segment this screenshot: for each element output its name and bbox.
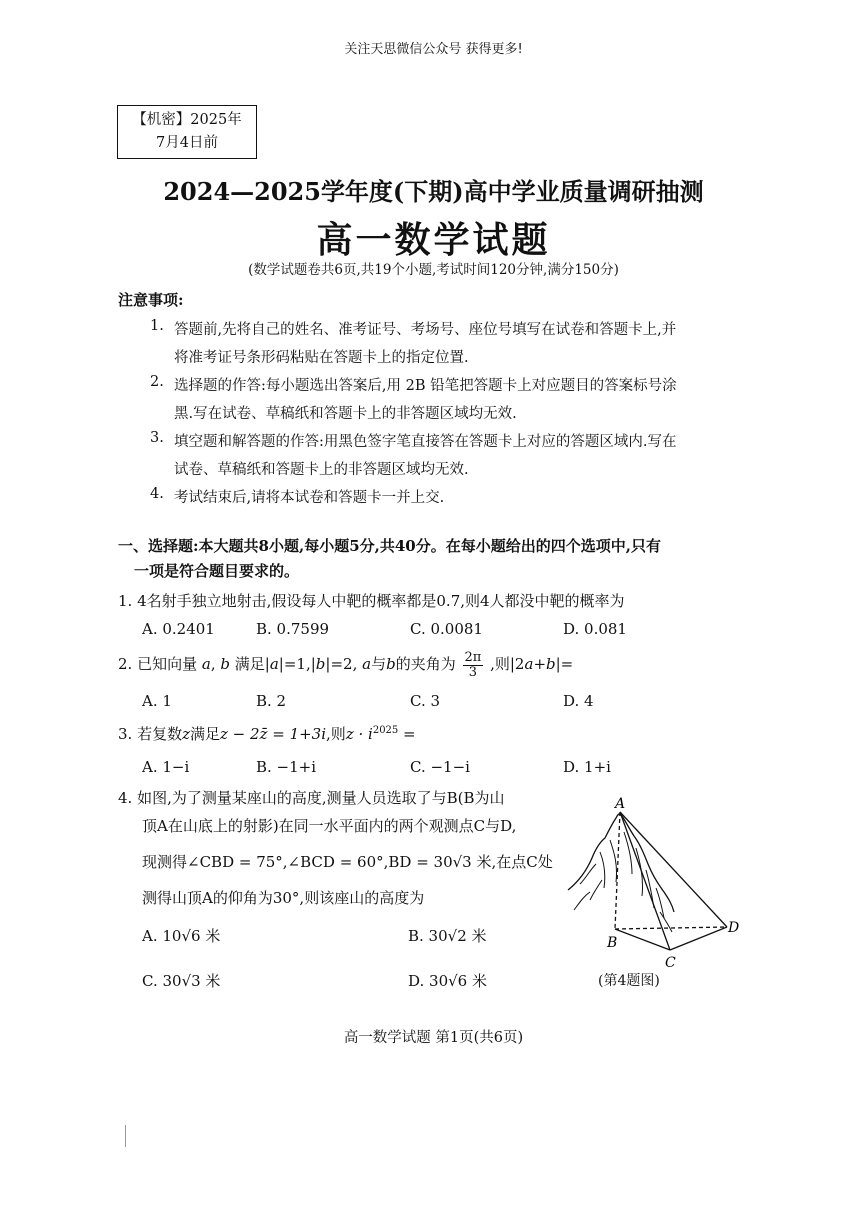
q4-option-a: A. 10√6 米 — [142, 927, 221, 945]
q3-option-a: A. 1−i — [142, 758, 190, 776]
vector-b: b — [220, 655, 230, 673]
q1-option-b: B. 0.7599 — [256, 620, 330, 638]
note-number: 4. — [150, 486, 164, 502]
question-1-stem: 1. 4名射手独立地射击,假设每人中靶的概率都是0.7,则4人都没中靶的概率为 — [118, 592, 625, 610]
q3-text: 满足 — [190, 725, 221, 743]
question-4-line2: 顶A在山底上的射影)在同一水平面内的两个观测点C与D, — [142, 817, 517, 835]
question-4-line1: 4. 如图,为了测量某座山的高度,测量人员选取了与B(B为山 — [118, 789, 505, 807]
q3-text: ,则 — [326, 725, 346, 743]
exam-title: 2024—2025学年度(下期)高中学业质量调研抽测 — [163, 177, 704, 206]
q2-text: 与 — [371, 655, 387, 673]
figure-edge-bd — [615, 927, 727, 929]
q3-expression: z · i — [345, 725, 373, 743]
q2-option-a: A. 1 — [142, 692, 172, 710]
angle-fraction — [463, 651, 484, 680]
mountain-base-lines — [574, 892, 672, 932]
figure-label-c: C — [665, 955, 676, 971]
notes-heading: 注意事项: — [118, 291, 184, 309]
exam-info: (数学试题卷共6页,共19个小题,考试时间120分钟,满分150分) — [248, 262, 619, 278]
note-text: 考试结束后,请将本试卷和答题卡一并上交. — [174, 490, 445, 506]
q2-text: 的夹角为 — [395, 655, 456, 673]
note-number: 1. — [150, 318, 164, 334]
figure-caption: (第4题图) — [598, 973, 660, 989]
note-text: 选择题的作答:每小题选出答案后,用 2B 铅笔把答题卡上对应题目的答案标号涂 — [174, 378, 677, 394]
note-text: 答题前,先将自己的姓名、准考证号、考场号、座位号填写在试卷和答题卡上,并 — [174, 322, 677, 338]
q2-option-d: D. 4 — [563, 692, 594, 710]
confidential-box — [117, 105, 257, 159]
q4-option-d: D. 30√6 米 — [408, 972, 487, 990]
figure-edge-bc — [615, 929, 670, 950]
subject-title: 高一数学试题 — [316, 219, 551, 261]
q3-text: 3. 若复数 — [118, 725, 183, 743]
q1-option-d: D. 0.081 — [563, 620, 627, 638]
q1-option-a: A. 0.2401 — [142, 620, 215, 638]
q3-option-b: B. −1+i — [256, 758, 317, 776]
q2-text: |=2, — [325, 655, 358, 673]
q2-text: ,则|2 — [490, 655, 525, 673]
vector-b: b — [315, 655, 326, 673]
mountain-figure — [560, 792, 750, 972]
top-note: 关注天思微信公众号 获得更多! — [344, 42, 523, 57]
vector-a: a — [269, 655, 279, 673]
q3-option-c: C. −1−i — [410, 758, 470, 776]
vector-a: a — [524, 655, 534, 673]
q4-option-c: C. 30√3 米 — [142, 972, 221, 990]
figure-edge-ab — [615, 812, 620, 929]
q3-exponent: 2025 — [372, 725, 399, 736]
fraction-denominator: 3 — [468, 664, 478, 680]
q3-equation: z − 2z̄ = 1+3i — [220, 725, 327, 743]
figure-edge-ac — [620, 812, 670, 950]
q2-text: 2. 已知向量 — [118, 655, 198, 673]
q2-text: + — [533, 655, 547, 673]
q3-text: = — [398, 725, 416, 743]
question-2-stem — [118, 650, 573, 680]
note-text: 黑.写在试卷、草稿纸和答题卡上的非答题区域均无效. — [174, 406, 517, 422]
confidential-line2: 7月4日前 — [156, 135, 218, 151]
q2-text: |=1,| — [278, 655, 316, 673]
figure-label-b: B — [607, 935, 618, 951]
note-text: 填空题和解答题的作答:用黑色签字笔直接答在答题卡上对应的答题区域内.写在 — [174, 434, 677, 450]
note-number: 2. — [150, 374, 164, 390]
question-4-line4: 测得山顶A的仰角为30°,则该座山的高度为 — [142, 889, 425, 907]
note-text: 将准考证号条形码粘贴在答题卡上的指定位置. — [174, 350, 469, 366]
figure-label-d: D — [728, 920, 740, 936]
question-4-line3: 现测得∠CBD = 75°,∠BCD = 60°,BD = 30√3 米,在点C处 — [142, 853, 553, 871]
variable-z: z — [182, 725, 190, 743]
q4-option-b: B. 30√2 米 — [408, 927, 487, 945]
q3-option-d: D. 1+i — [563, 758, 611, 776]
page-footer: 高一数学试题 第1页(共6页) — [343, 1030, 524, 1046]
scan-mark — [125, 1125, 126, 1147]
figure-label-a: A — [615, 796, 626, 812]
q2-option-c: C. 3 — [410, 692, 441, 710]
figure-edge-cd — [670, 927, 727, 950]
vector-b: b — [386, 655, 396, 673]
note-number: 3. — [150, 430, 164, 446]
q2-text: , — [210, 655, 216, 673]
fraction-numerator: 2π — [464, 649, 482, 665]
vector-a: a — [362, 655, 372, 673]
question-3-stem — [118, 723, 416, 744]
note-text: 试卷、草稿纸和答题卡上的非答题区域均无效. — [174, 462, 469, 478]
q2-text: |= — [555, 655, 574, 673]
confidential-line1: 【机密】2025年 — [132, 112, 242, 128]
q2-text: 满足| — [234, 655, 270, 673]
section-heading: 一、选择题:本大题共8小题,每小题5分,共40分。在每小题给出的四个选项中,只有 — [118, 537, 661, 555]
vector-b: b — [546, 655, 556, 673]
section-heading-cont: 一项是符合题目要求的。 — [134, 562, 300, 580]
q2-option-b: B. 2 — [256, 692, 287, 710]
vector-a: a — [201, 655, 211, 673]
q1-option-c: C. 0.0081 — [410, 620, 483, 638]
